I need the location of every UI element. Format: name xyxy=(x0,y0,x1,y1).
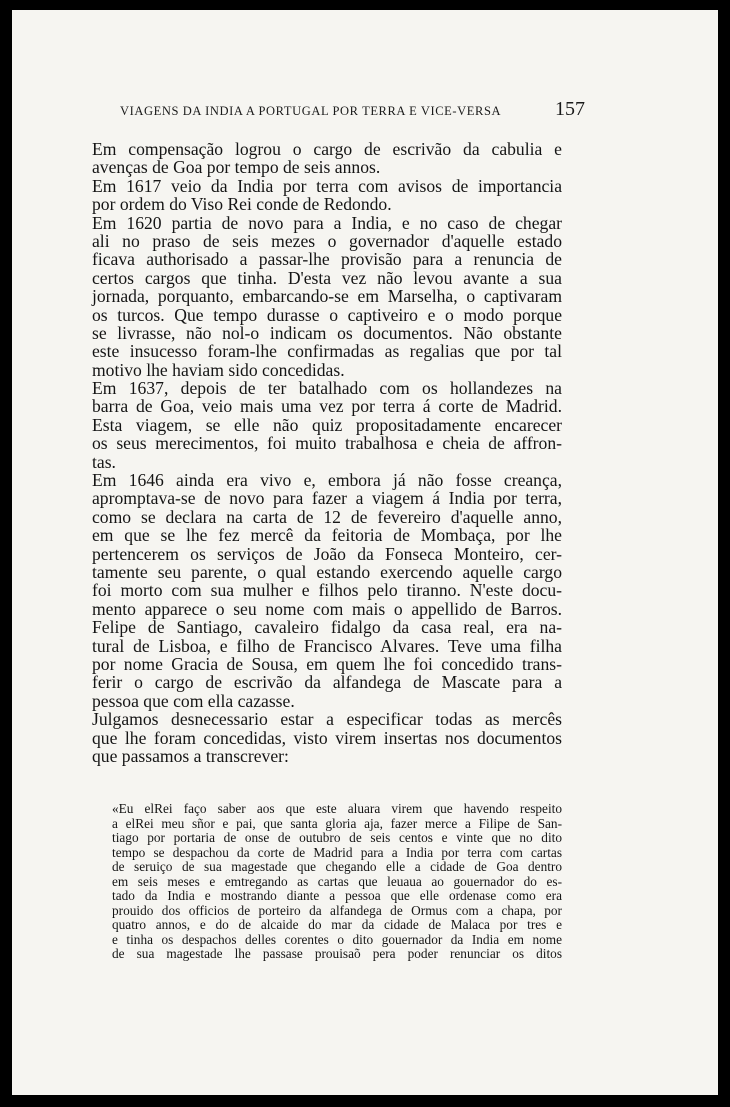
body-line: barra de Goa, veio mais uma vez por terra á corte de Madrid. xyxy=(92,396,562,417)
body-line: Em 1617 veio da India por terra com avisos de importancia xyxy=(92,175,562,196)
document-quote xyxy=(112,802,562,962)
body-line: como se declara na carta de 12 de fevereiro d'aquelle anno, xyxy=(92,506,562,527)
body-line: Em compensação logrou o cargo de escrivão da cabulia e xyxy=(92,139,562,159)
body-line: ali no praso de seis mezes o governador d'aquelle estado xyxy=(92,230,562,251)
body-line: Em 1637, depois de ter batalhado com os hollandezes na xyxy=(92,378,562,399)
body-line: em que se lhe fez mercê da feitoria de Mombaça, por lhe xyxy=(92,525,562,546)
body-line: que passamos a transcrever: xyxy=(92,745,289,766)
book-page xyxy=(12,10,718,1095)
body-line: Em 1646 ainda era vivo e, embora já não fosse creança, xyxy=(92,470,562,491)
body-line: certos cargos que tinha. D'esta vez não levou avante a sua xyxy=(92,267,562,288)
quote-line: de seruiço de sua magestade que chegando elle a cidade de Goa dentro xyxy=(112,859,562,874)
body-line: por nome Gracia de Sousa, em quem lhe foi concedido trans- xyxy=(92,653,562,674)
body-line: ficava authorisado a passar-lhe provisão para a renuncia de xyxy=(92,249,562,270)
body-line: por ordem do Viso Rei conde de Redondo. xyxy=(92,194,392,215)
body-text xyxy=(92,140,562,765)
body-line: jornada, porquanto, embarcando-se em Marselha, o captivaram xyxy=(92,286,562,307)
quote-line: tempo se despachou da corte de Madrid para a India por terra com cartas xyxy=(112,844,562,860)
body-line: tas. xyxy=(92,451,116,472)
body-line: este insucesso foram-lhe confirmadas as regalias que por tal xyxy=(92,341,562,362)
body-line: pessoa que com ella cazasse. xyxy=(92,690,295,711)
body-line: que lhe foram concedidas, visto virem insertas nos documentos xyxy=(92,727,562,748)
body-line: Esta viagem, se elle não quiz propositadamente encarecer xyxy=(92,414,562,435)
body-line: se livrasse, não nol-o indicam os documentos. Não obstante xyxy=(92,322,562,343)
quote-line: tiago por portaria de onse de outubro de seis centos e vinte que no dito xyxy=(112,830,562,845)
body-line: apromptava-se de novo para fazer a viagem á India por terra, xyxy=(92,488,562,509)
quote-line: «Eu elRei faço saber aos que este aluara virem que havendo respeito xyxy=(112,801,562,816)
page-header xyxy=(120,98,585,124)
body-line: pertencerem os serviços de João da Fonseca Monteiro, cer- xyxy=(92,543,562,564)
body-line: ferir o cargo de escrivão da alfandega de Mascate para a xyxy=(92,672,562,693)
body-line: tamente seu parente, o qual estando exercendo aquelle cargo xyxy=(92,561,562,582)
body-line: mento apparece o seu nome com mais o appellido de Barros. xyxy=(92,598,562,619)
quote-line: prouido dos officios de porteiro da alfandega de Ormus com a chapa, por xyxy=(112,902,562,918)
body-line: avenças de Goa por tempo de seis annos. xyxy=(92,157,381,178)
body-line: Felipe de Santiago, cavaleiro fidalgo da casa real, era na- xyxy=(92,617,562,638)
body-line: os seus merecimentos, foi muito trabalhosa e cheia de affron- xyxy=(92,433,562,454)
body-line: motivo lhe haviam sido concedidas. xyxy=(92,359,345,380)
quote-line: quatro annos, e do de alcaide do mar da cidade de Malaca por tres e xyxy=(112,917,562,932)
running-title: VIAGENS DA INDIA A PORTUGAL POR TERRA E VICE-VERSA xyxy=(120,104,502,118)
body-line: tural de Lisboa, e filho de Francisco Alvares. Teve uma filha xyxy=(92,635,562,656)
body-line: os turcos. Que tempo durasse o captiveiro e o modo porque xyxy=(92,304,562,325)
quote-line: tado da India e mostrando diante a pessoa que elle ordenase como era xyxy=(112,888,562,903)
quote-line: de sua magestade lhe passase prouisaõ pera poder renunciar os ditos xyxy=(112,946,562,961)
body-line: Em 1620 partia de novo para a India, e no caso de chegar xyxy=(92,212,562,233)
quote-line: e tinha os despachos delles corentes o dito gouernador da India em nome xyxy=(112,931,562,947)
quote-line: em seis meses e emtregando as cartas que leuaua ao gouernador do es- xyxy=(112,873,562,889)
page-number: 157 xyxy=(555,98,585,120)
quote-line: a elRei meu sñor e pai, que santa gloria aja, fazer merce a Filipe de San- xyxy=(112,815,562,831)
body-line: foi morto com sua mulher e filhos pelo tiranno. N'este docu- xyxy=(92,580,562,601)
body-line: Julgamos desnecessario estar a especificar todas as mercês xyxy=(92,709,562,730)
